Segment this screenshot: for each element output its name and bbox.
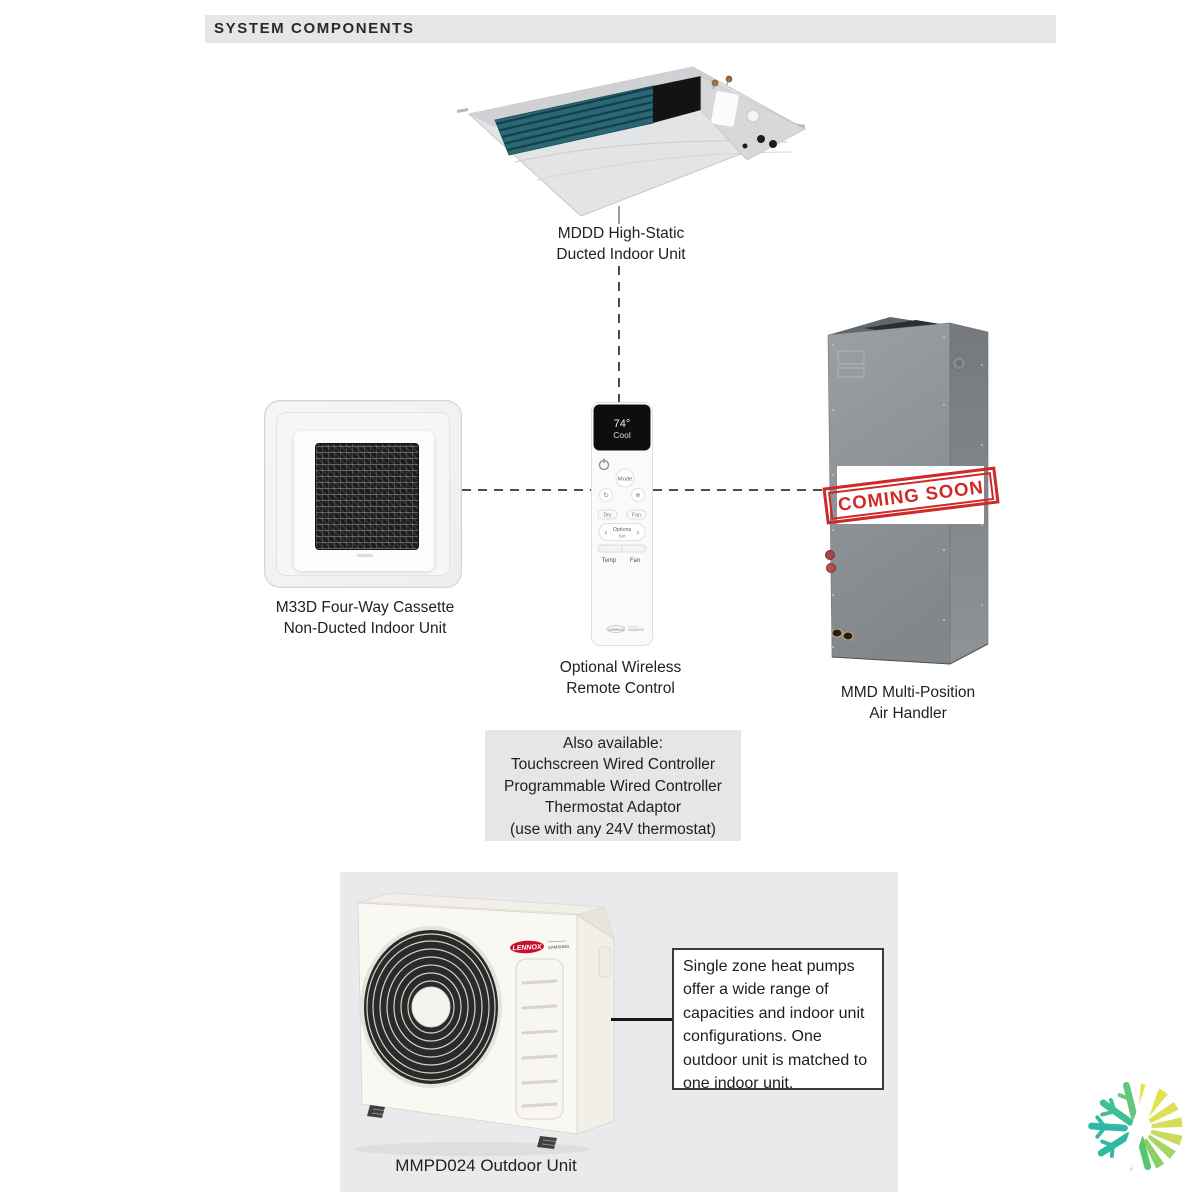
connector-ducted-remote [618,266,620,402]
remote-screen-mode: Cool [613,430,631,440]
remote-label: Optional Wireless Remote Control [559,659,682,697]
port-red-2 [827,564,836,573]
cassette-brand-mark [357,554,373,557]
chevron-left-icon[interactable]: ‹ [604,527,608,537]
chevron-right-icon[interactable]: › [636,527,640,537]
outdoor-fan [362,928,500,1086]
samsung-logo: SAMSUNG [547,943,570,950]
coming-soon-banner [837,466,984,524]
section-title: SYSTEM COMPONENTS [214,20,415,37]
remote-mode-button[interactable] [616,469,634,487]
svg-text:Options: Options [612,527,632,533]
svg-text:Fan: Fan [632,512,641,519]
ducted-unit-label: MDDD High-Static Ducted Indoor Unit [556,225,686,263]
callout-text: Single zone heat pumps offer a wide range of capacities and indoor unit configurations. One outdoor unit is matched to one indoor unit. [683,958,868,1093]
outdoor-unit-illustration [352,893,620,1159]
remote-fan-label: Fan [629,558,641,564]
remote-screen [594,405,651,451]
remote-screen-temp: 74° [613,418,631,430]
cassette-grille [315,443,419,550]
also-available-box: Also available: Touchscreen Wired Controller Programmable Wired Controller Thermostat Adaptor (use with any 24V thermostat) [485,730,741,841]
remote-dry-button[interactable] [598,510,617,519]
remote-options-button[interactable] [599,524,645,541]
auto-swirl-icon: ↻ [603,492,609,500]
remote-cool-button[interactable] [632,489,645,502]
svg-text:Dry: Dry [603,512,612,519]
port-bottom-1 [832,629,842,637]
snowflake-icon: ❄ [635,492,641,500]
remote-auto-button[interactable] [600,489,613,502]
air-handler-label: MMD Multi-Position Air Handler [840,684,976,722]
samsung-logo: SAMSUNG [628,627,645,632]
brand-spark-logo [1078,1076,1198,1180]
ducted-unit-body [457,67,805,216]
section-header [205,15,1056,43]
cassette-unit-label: M33D Four-Way Cassette Non-Ducted Indoor Unit [275,599,455,637]
lennox-logo: LENNOX [512,943,542,953]
port-red-1 [826,551,835,560]
remote-control-illustration [591,402,653,646]
cassette-panel [294,431,434,571]
connector-outdoor-callout [611,1018,673,1021]
ducted-label-leader [618,206,620,224]
outdoor-unit-label: MMPD024 Outdoor Unit [395,1156,577,1175]
connector-remote-airhandler [653,489,825,491]
remote-temp-label: Temp [601,558,617,564]
lennox-logo: LENNOX [607,626,625,632]
port-bottom-2 [843,632,853,640]
ducted-unit-illustration [455,60,807,218]
coming-soon-stamp: COMING SOON [822,466,999,524]
callout-box [672,948,884,1093]
connector-cassette-remote [462,489,591,491]
outdoor-side-vents [516,959,563,1119]
remote-fan-small-button[interactable] [627,510,646,519]
svg-text:Mode: Mode [617,476,633,483]
cassette-unit-illustration [264,400,462,588]
svg-text:Set: Set [618,534,626,540]
